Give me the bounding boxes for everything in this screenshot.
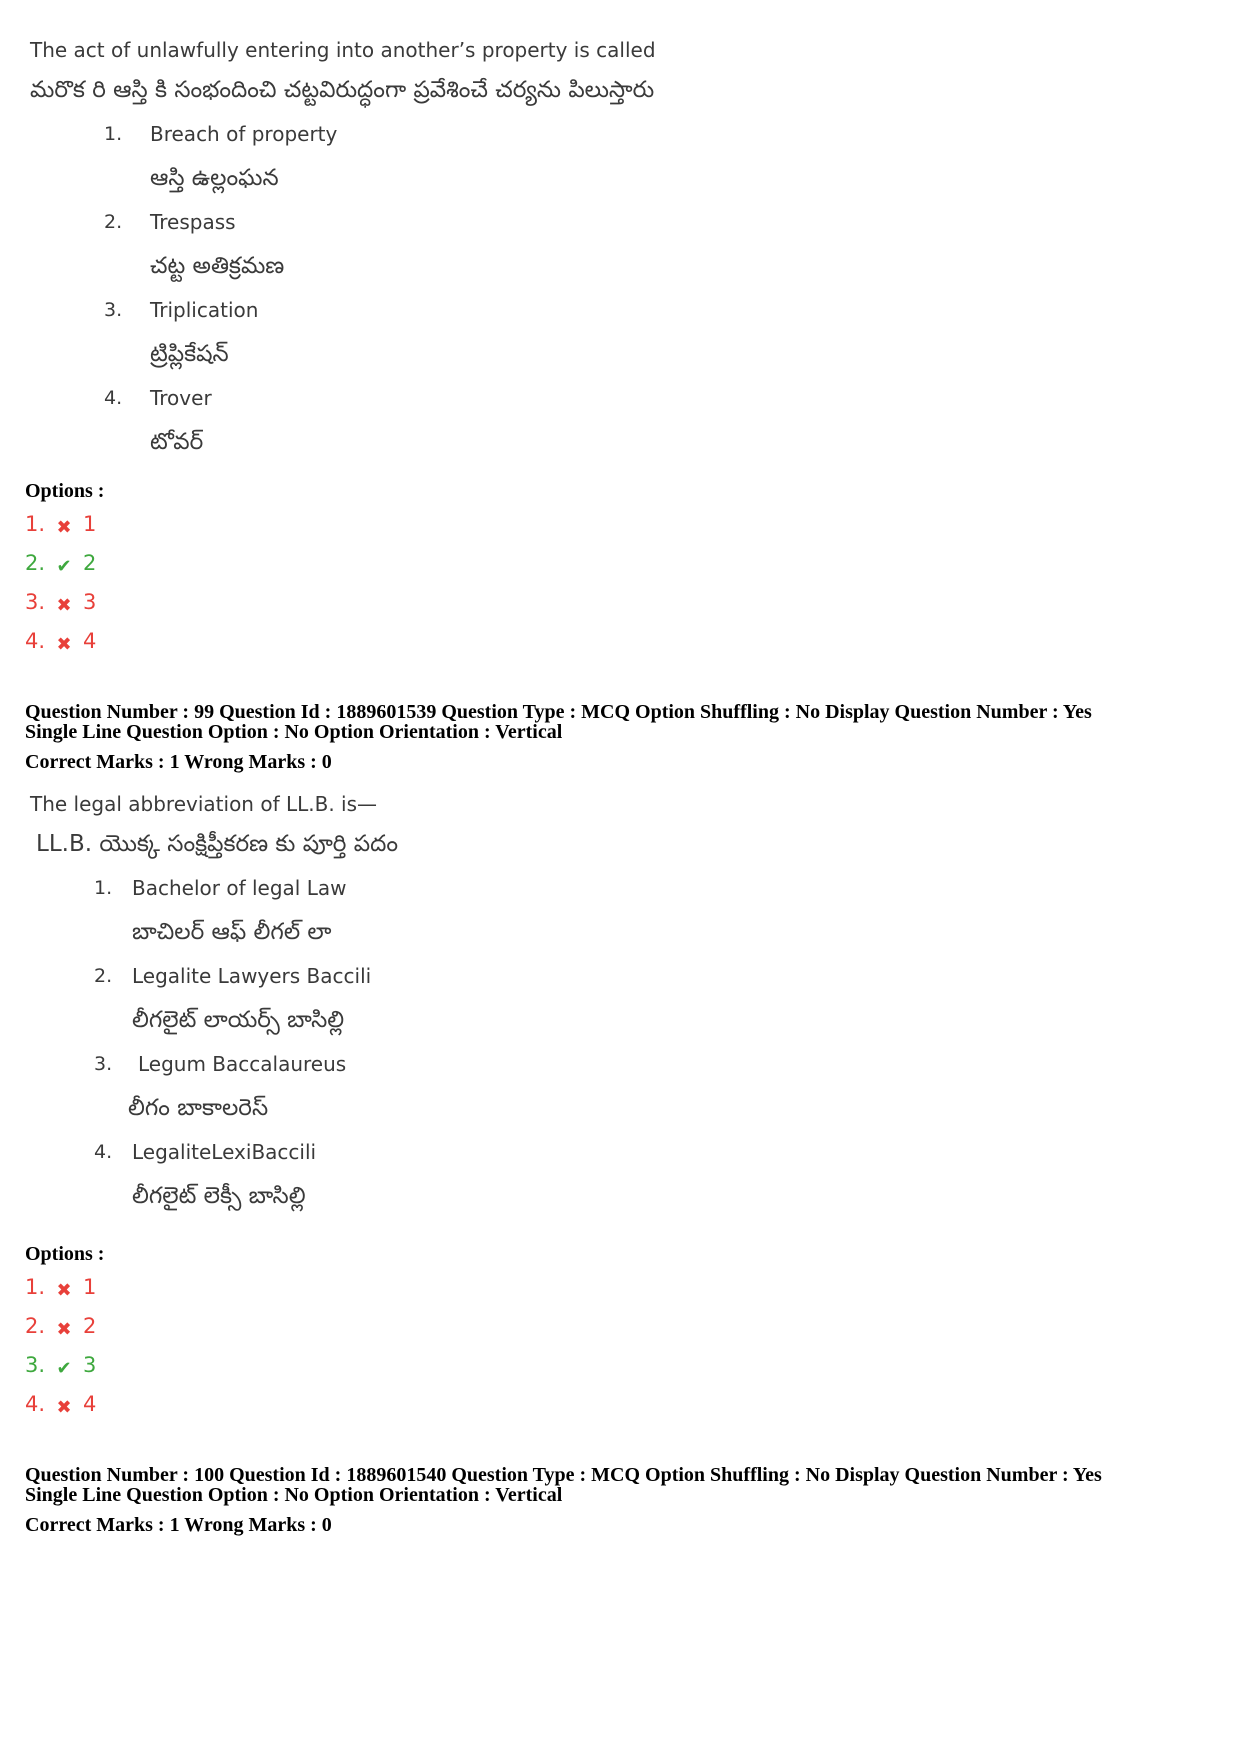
q98-answer-list bbox=[25, 505, 96, 661]
option-text-telugu: బాచిలర్ ఆఫ్ లీగల్ లా bbox=[132, 919, 332, 945]
option-text-english: Legalite Lawyers Baccili bbox=[132, 964, 372, 988]
q99-stem-english: The legal abbreviation of LL.B. is— bbox=[30, 792, 378, 816]
option-text-telugu: టోవర్ bbox=[150, 429, 204, 455]
q98-option-1 bbox=[104, 112, 656, 156]
q98-stem-english: The act of unlawfully entering into another’s property is called bbox=[30, 38, 656, 62]
q98-answer-1 bbox=[25, 505, 96, 544]
option-text-english: LegaliteLexiBaccili bbox=[132, 1140, 317, 1164]
q99-answer-1 bbox=[25, 1268, 96, 1307]
q99-answer-list bbox=[25, 1268, 96, 1424]
answer-value: 1 bbox=[83, 512, 97, 536]
check-icon: ✔ bbox=[56, 555, 72, 577]
answer-value: 3 bbox=[83, 590, 97, 614]
q98-question-block bbox=[30, 32, 656, 464]
answer-value: 2 bbox=[83, 551, 97, 575]
option-text-telugu: లీగలైట్ లెక్సీ బాసిల్లి bbox=[132, 1183, 306, 1209]
answer-value: 1 bbox=[83, 1275, 97, 1299]
check-icon: ✔ bbox=[56, 1357, 72, 1379]
q99-meta-line-2: Single Line Question Option : No Option Orientation : Vertical bbox=[25, 721, 563, 743]
cross-icon: ✖ bbox=[56, 1279, 72, 1301]
answer-value: 2 bbox=[83, 1314, 97, 1338]
option-number: 2. bbox=[104, 211, 123, 233]
q99-option-list bbox=[30, 866, 398, 1218]
option-text-english: Triplication bbox=[150, 298, 259, 322]
option-number: 1. bbox=[94, 877, 113, 899]
q99-answer-2 bbox=[25, 1307, 96, 1346]
answer-index: 2. bbox=[25, 551, 46, 575]
q98-stem-telugu: మరొక రి ఆస్తి కి సంభందించి చట్టవిరుద్ధంగా ప్రవేశించే చర్యను పిలుస్తారు bbox=[30, 77, 655, 103]
q100-meta bbox=[25, 1465, 1215, 1535]
cross-icon: ✖ bbox=[56, 516, 72, 538]
cross-icon: ✖ bbox=[56, 594, 72, 616]
answer-value: 4 bbox=[83, 629, 97, 653]
option-number: 3. bbox=[94, 1053, 113, 1075]
q99-option-2 bbox=[94, 954, 398, 998]
q98-answer-4 bbox=[25, 622, 96, 661]
option-text-telugu: ఆస్తి ఉల్లంఘన bbox=[150, 165, 279, 191]
option-text-telugu: ట్రిప్లికేషన్ bbox=[150, 341, 229, 367]
q98-answer-3 bbox=[25, 583, 96, 622]
option-number: 4. bbox=[94, 1141, 113, 1163]
q99-meta-line-1: Question Number : 99 Question Id : 1889601539 Question Type : MCQ Option Shuffling : No Display Question Number : Yes bbox=[25, 701, 1092, 723]
answer-value: 3 bbox=[83, 1353, 97, 1377]
q98-option-2 bbox=[104, 200, 656, 244]
option-text-telugu: చట్ట అతిక్రమణ bbox=[150, 253, 285, 279]
q98-option-4 bbox=[104, 376, 656, 420]
q99-question-block bbox=[30, 786, 398, 1218]
q98-options-label: Options : bbox=[25, 480, 105, 502]
answer-index: 1. bbox=[25, 1275, 46, 1299]
option-text-english: Breach of property bbox=[150, 122, 338, 146]
q99-answer-3 bbox=[25, 1346, 96, 1385]
answer-index: 3. bbox=[25, 1353, 46, 1377]
cross-icon: ✖ bbox=[56, 1396, 72, 1418]
option-text-english: Bachelor of legal Law bbox=[132, 876, 347, 900]
answer-index: 3. bbox=[25, 590, 46, 614]
q98-option-3 bbox=[104, 288, 656, 332]
option-text-english: Trover bbox=[150, 386, 212, 410]
option-number: 1. bbox=[104, 123, 123, 145]
q100-meta-line-2: Single Line Question Option : No Option Orientation : Vertical bbox=[25, 1484, 563, 1506]
option-text-english: Legum Baccalaureus bbox=[138, 1052, 347, 1076]
q99-marks: Correct Marks : 1 Wrong Marks : 0 bbox=[25, 751, 332, 773]
cross-icon: ✖ bbox=[56, 1318, 72, 1340]
answer-index: 2. bbox=[25, 1314, 46, 1338]
q98-option-list bbox=[30, 112, 656, 464]
q98-answer-2 bbox=[25, 544, 96, 583]
q99-option-1 bbox=[94, 866, 398, 910]
q99-option-3 bbox=[94, 1042, 398, 1086]
answer-index: 1. bbox=[25, 512, 46, 536]
answer-index: 4. bbox=[25, 629, 46, 653]
cross-icon: ✖ bbox=[56, 633, 72, 655]
option-text-telugu: లీగం బాకాలరెస్ bbox=[128, 1095, 269, 1121]
q100-marks: Correct Marks : 1 Wrong Marks : 0 bbox=[25, 1514, 332, 1536]
q99-stem-telugu: LL.B. యొక్క సంక్షిప్తీకరణ కు పూర్తి పదం bbox=[36, 831, 399, 857]
option-number: 2. bbox=[94, 965, 113, 987]
option-number: 4. bbox=[104, 387, 123, 409]
option-text-english: Trespass bbox=[150, 210, 236, 234]
option-number: 3. bbox=[104, 299, 123, 321]
q99-option-4 bbox=[94, 1130, 398, 1174]
answer-value: 4 bbox=[83, 1392, 97, 1416]
q100-meta-line-1: Question Number : 100 Question Id : 1889601540 Question Type : MCQ Option Shuffling : No Display Question Number : Yes bbox=[25, 1464, 1102, 1486]
q99-meta bbox=[25, 702, 1215, 772]
q99-answer-4 bbox=[25, 1385, 96, 1424]
option-text-telugu: లీగలైట్ లాయర్స్ బాసిల్లి bbox=[132, 1007, 345, 1033]
q99-options-label: Options : bbox=[25, 1243, 105, 1265]
answer-index: 4. bbox=[25, 1392, 46, 1416]
